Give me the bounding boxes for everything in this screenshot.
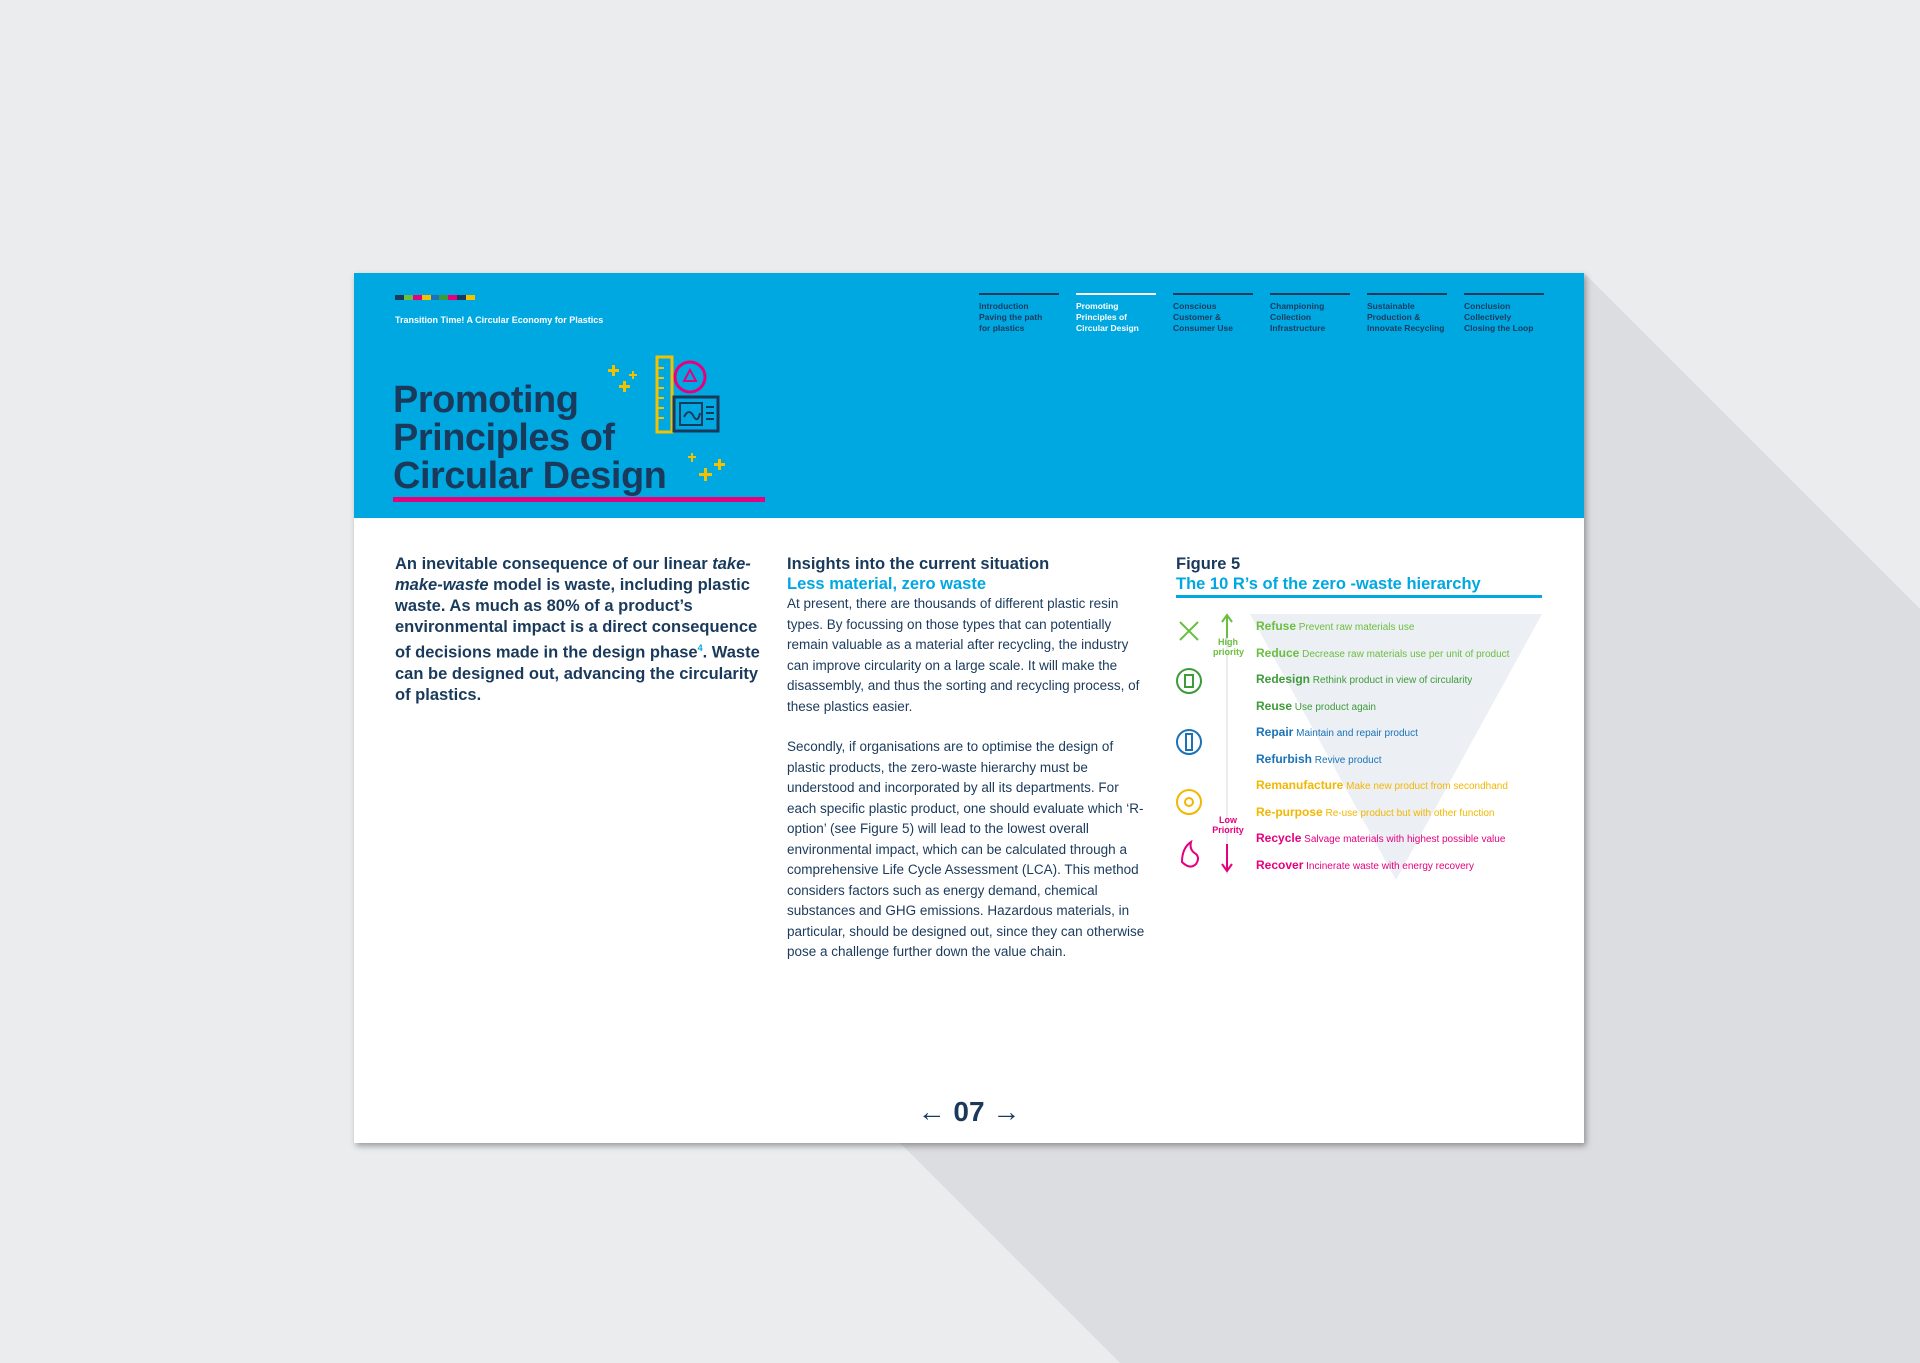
r-option-row xyxy=(1256,831,1556,858)
intro-text: An inevitable consequence of our linear xyxy=(395,555,713,573)
r-option-term: Remanufacture xyxy=(1256,778,1344,792)
r-option-row xyxy=(1256,778,1556,805)
section-nav xyxy=(979,293,1561,334)
nav-label: Introduction Paving the path for plastics xyxy=(979,301,1043,333)
nav-item-conclusion[interactable] xyxy=(1464,293,1544,334)
r-option-description: Decrease raw materials use per unit of product xyxy=(1299,648,1510,660)
r-option-term: Refuse xyxy=(1256,619,1297,633)
insights-heading: Insights into the current situation xyxy=(787,555,1050,573)
r-option-term: Recycle xyxy=(1256,831,1302,845)
nav-item-introduction[interactable] xyxy=(979,293,1059,334)
nav-label: Sustainable Production & Innovate Recycling xyxy=(1367,301,1445,333)
publication-title: Transition Time! A Circular Economy for Plastics xyxy=(395,315,604,325)
figure-number: Figure 5 xyxy=(1176,555,1241,573)
r-option-term: Repair xyxy=(1256,725,1294,739)
r-option-term: Recover xyxy=(1256,857,1304,872)
footnote-ref[interactable]: 4 xyxy=(697,643,703,653)
repair-icon xyxy=(1177,730,1201,754)
remanufacture-icon xyxy=(1177,790,1201,814)
redesign-icon xyxy=(1177,669,1201,693)
r-option-row xyxy=(1256,725,1556,752)
refuse-icon xyxy=(1180,622,1198,640)
nav-item-collection[interactable] xyxy=(1270,293,1350,334)
figure-rule xyxy=(1176,595,1542,598)
page-header xyxy=(354,273,1584,518)
r-option-description: Incinerate waste with energy recovery xyxy=(1303,860,1475,872)
intro-statement xyxy=(395,554,765,706)
r-option-term: Re-purpose xyxy=(1256,804,1323,819)
r-option-description: Rethink product in view of circularity xyxy=(1310,675,1473,686)
nav-label: Conclusion Collectively Closing the Loop xyxy=(1464,301,1534,333)
body-paragraph: At present, there are thousands of different plastic resin types. By focussing on those types that can potentially remain valuable as a material after recycling, the industry can improve circularity on a large scale. It will make the disassembly, and thus the sorting and recycling process, of these plastics easier. xyxy=(787,596,1140,714)
color-stripe xyxy=(395,295,475,300)
r-option-description: Make new product from secondhand xyxy=(1343,781,1508,792)
next-page-arrow-icon[interactable]: → xyxy=(992,1096,1021,1127)
intro-text: model is waste, including plastic waste. As much as 80% of a product’s environmental impact is a direct consequence of decisions made in the design phase xyxy=(395,576,758,662)
nav-label: Conscious Customer & Consumer Use xyxy=(1173,301,1233,333)
r-option-row xyxy=(1256,699,1556,726)
nav-label: Promoting Principles of Circular Design xyxy=(1076,301,1139,333)
r-option-term: Redesign xyxy=(1256,672,1311,686)
brochure-page xyxy=(354,273,1584,1143)
nav-label: Championing Collection Infrastructure xyxy=(1270,301,1326,333)
r-option-row xyxy=(1256,805,1556,832)
high-priority-label: High priority xyxy=(1213,637,1245,657)
r-option-term: Reduce xyxy=(1256,645,1300,660)
r-option-row xyxy=(1256,752,1556,779)
insights-column xyxy=(787,554,1147,983)
insights-subheading: Less material, zero waste xyxy=(787,575,987,593)
nav-item-production[interactable] xyxy=(1367,293,1447,334)
r-option-description: Re-use product but with other function xyxy=(1322,807,1495,819)
r-option-description: Revive product xyxy=(1312,754,1382,766)
nav-item-consumer-use[interactable] xyxy=(1173,293,1253,334)
r-option-description: Maintain and repair product xyxy=(1293,728,1418,739)
r-option-row xyxy=(1256,672,1556,699)
r-option-term: Refurbish xyxy=(1256,751,1313,766)
r-option-row xyxy=(1256,619,1556,646)
page-navigation xyxy=(354,1096,1584,1128)
intro-emphasis: take-make-waste xyxy=(395,555,751,594)
page-number: 07 xyxy=(953,1096,985,1127)
intro-text: . Waste can be designed out, advancing the circularity of plastics. xyxy=(395,643,760,704)
figure-5 xyxy=(1176,554,1542,872)
r-option-term: Reuse xyxy=(1256,698,1293,713)
r-option-row xyxy=(1256,858,1556,885)
nav-item-circular-design[interactable] xyxy=(1076,293,1156,334)
page-title: Promoting Principles of Circular Design xyxy=(393,379,667,497)
r-option-row xyxy=(1256,646,1556,673)
r-options-list xyxy=(1256,619,1556,884)
figure-title: The 10 R’s of the zero -waste hierarchy xyxy=(1176,575,1481,593)
recycle-icon xyxy=(1182,842,1198,867)
r-option-description: Use product again xyxy=(1292,701,1376,713)
design-tools-icon xyxy=(604,353,744,503)
low-priority-label: Low Priority xyxy=(1212,815,1244,835)
body-paragraph: Secondly, if organisations are to optimise the design of plastic products, the zero-waste hierarchy must be understood and incorporated by all its departments. For each specific plastic product, one should evaluate which ‘R-option’ (see Figure 5) will lead to the lowest overall environmental impact, which can be calculated through a comprehensive Life Cycle Assessment (LCA). This method considers factors such as energy demand, chemical substances and GHG emissions. Hazardous materials, in particular, should be designed out, since they can otherwise pose a challenge further down the value chain. xyxy=(787,739,1145,959)
prev-page-arrow-icon[interactable]: ← xyxy=(917,1096,946,1127)
r-option-description: Salvage materials with highest possible value xyxy=(1301,834,1506,845)
r-option-description: Prevent raw materials use xyxy=(1296,622,1415,633)
